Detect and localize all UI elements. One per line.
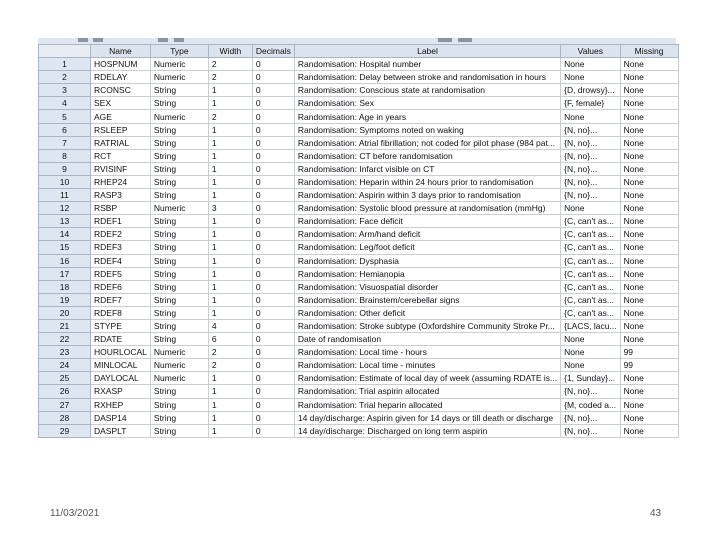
cell-type[interactable]: String <box>150 267 208 280</box>
row-number-cell[interactable]: 15 <box>39 241 91 254</box>
cell-missing[interactable]: None <box>620 123 678 136</box>
cell-type[interactable]: String <box>150 306 208 319</box>
cell-missing[interactable]: None <box>620 58 678 71</box>
cell-type[interactable]: Numeric <box>150 71 208 84</box>
table-row[interactable] <box>39 110 679 123</box>
cell-width[interactable]: 1 <box>208 241 252 254</box>
table-row[interactable] <box>39 319 679 332</box>
table-row[interactable] <box>39 215 679 228</box>
row-number-cell[interactable]: 20 <box>39 306 91 319</box>
cell-label[interactable]: Randomisation: Arm/hand deficit <box>294 228 560 241</box>
table-row[interactable] <box>39 411 679 424</box>
cell-decimals[interactable]: 0 <box>252 267 294 280</box>
cell-decimals[interactable]: 0 <box>252 123 294 136</box>
table-row[interactable] <box>39 136 679 149</box>
cell-decimals[interactable]: 0 <box>252 241 294 254</box>
cell-name[interactable]: RSLEEP <box>91 123 151 136</box>
row-number-cell[interactable]: 21 <box>39 319 91 332</box>
toolbar-mark <box>78 38 88 42</box>
cell-label[interactable]: Randomisation: Other deficit <box>294 306 560 319</box>
cell-label[interactable]: Randomisation: Delay between stroke and randomisation in hours <box>294 71 560 84</box>
cell-label[interactable]: Randomisation: Conscious state at randomisation <box>294 84 560 97</box>
cell-label[interactable]: Randomisation: Systolic blood pressure at randomisation (mmHg) <box>294 202 560 215</box>
cell-type[interactable]: String <box>150 333 208 346</box>
row-number-cell[interactable]: 7 <box>39 136 91 149</box>
table-row[interactable] <box>39 189 679 202</box>
cell-decimals[interactable]: 0 <box>252 398 294 411</box>
cell-width[interactable]: 1 <box>208 149 252 162</box>
cell-name[interactable]: RVISINF <box>91 162 151 175</box>
cell-name[interactable]: RDEF1 <box>91 215 151 228</box>
cell-label[interactable]: Randomisation: Visuospatial disorder <box>294 280 560 293</box>
cell-width[interactable]: 1 <box>208 215 252 228</box>
table-row[interactable] <box>39 123 679 136</box>
cell-decimals[interactable]: 0 <box>252 149 294 162</box>
toolbar-mark <box>174 38 184 42</box>
cell-label[interactable]: Randomisation: Trial aspirin allocated <box>294 385 560 398</box>
cell-type[interactable]: String <box>150 280 208 293</box>
cell-values[interactable]: {M, coded a... <box>561 398 620 411</box>
cell-name[interactable]: AGE <box>91 110 151 123</box>
table-row[interactable] <box>39 162 679 175</box>
table-row[interactable] <box>39 241 679 254</box>
cell-width[interactable]: 2 <box>208 110 252 123</box>
row-number-cell[interactable]: 1 <box>39 58 91 71</box>
cell-missing[interactable]: None <box>620 71 678 84</box>
cell-missing[interactable]: None <box>620 280 678 293</box>
cell-missing[interactable]: None <box>620 411 678 424</box>
cell-name[interactable]: RDEF3 <box>91 241 151 254</box>
cell-width[interactable]: 1 <box>208 280 252 293</box>
table-row[interactable] <box>39 385 679 398</box>
cell-decimals[interactable]: 0 <box>252 346 294 359</box>
cell-label[interactable]: Randomisation: Aspirin within 3 days prior to randomisation <box>294 189 560 202</box>
table-row[interactable] <box>39 293 679 306</box>
cell-missing[interactable]: None <box>620 136 678 149</box>
cell-width[interactable]: 2 <box>208 359 252 372</box>
cell-width[interactable]: 1 <box>208 123 252 136</box>
row-number-cell[interactable]: 2 <box>39 71 91 84</box>
table-row[interactable] <box>39 84 679 97</box>
cell-decimals[interactable]: 0 <box>252 359 294 372</box>
row-number-cell[interactable]: 23 <box>39 346 91 359</box>
cell-name[interactable]: DASPLT <box>91 424 151 437</box>
toolbar-mark <box>458 38 472 42</box>
cell-type[interactable]: String <box>150 293 208 306</box>
row-number-cell[interactable]: 14 <box>39 228 91 241</box>
cell-values[interactable]: {N, no}... <box>561 162 620 175</box>
cell-width[interactable]: 1 <box>208 372 252 385</box>
table-row[interactable] <box>39 71 679 84</box>
cell-width[interactable]: 6 <box>208 333 252 346</box>
cell-label[interactable]: 14 day/discharge: Aspirin given for 14 days or till death or discharge <box>294 411 560 424</box>
cell-width[interactable]: 1 <box>208 411 252 424</box>
cell-missing[interactable]: None <box>620 319 678 332</box>
row-number-cell[interactable]: 12 <box>39 202 91 215</box>
cell-values[interactable]: {C, can't as... <box>561 228 620 241</box>
cell-values[interactable]: {C, can't as... <box>561 267 620 280</box>
cell-width[interactable]: 1 <box>208 254 252 267</box>
cell-name[interactable]: RDEF5 <box>91 267 151 280</box>
cell-width[interactable]: 1 <box>208 97 252 110</box>
cell-values[interactable]: {N, no}... <box>561 123 620 136</box>
row-number-cell[interactable]: 3 <box>39 84 91 97</box>
cell-width[interactable]: 1 <box>208 189 252 202</box>
cell-values[interactable]: {N, no}... <box>561 175 620 188</box>
row-number-cell[interactable]: 26 <box>39 385 91 398</box>
cell-decimals[interactable]: 0 <box>252 110 294 123</box>
cell-width[interactable]: 2 <box>208 71 252 84</box>
cell-decimals[interactable]: 0 <box>252 71 294 84</box>
cell-missing[interactable]: None <box>620 110 678 123</box>
cell-type[interactable]: String <box>150 189 208 202</box>
table-row[interactable] <box>39 149 679 162</box>
cell-missing[interactable]: None <box>620 189 678 202</box>
cell-decimals[interactable]: 0 <box>252 97 294 110</box>
cell-decimals[interactable]: 0 <box>252 215 294 228</box>
cell-width[interactable]: 1 <box>208 424 252 437</box>
cell-name[interactable]: RDEF8 <box>91 306 151 319</box>
table-row[interactable] <box>39 424 679 437</box>
cell-type[interactable]: Numeric <box>150 202 208 215</box>
cell-name[interactable]: HOURLOCAL <box>91 346 151 359</box>
cell-values[interactable]: None <box>561 110 620 123</box>
cell-values[interactable]: {C, can't as... <box>561 241 620 254</box>
cell-label[interactable]: Date of randomisation <box>294 333 560 346</box>
cell-values[interactable]: {C, can't as... <box>561 280 620 293</box>
toolbar-mark <box>158 38 168 42</box>
table-row[interactable] <box>39 306 679 319</box>
cell-values[interactable]: {N, no}... <box>561 385 620 398</box>
cell-values[interactable]: None <box>561 359 620 372</box>
toolbar-mark <box>438 38 452 42</box>
page-number: 43 <box>650 508 662 519</box>
cell-type[interactable]: String <box>150 136 208 149</box>
cell-label[interactable]: Randomisation: Symptoms noted on waking <box>294 123 560 136</box>
cell-width[interactable]: 4 <box>208 319 252 332</box>
cell-type[interactable]: String <box>150 84 208 97</box>
row-number-cell[interactable]: 25 <box>39 372 91 385</box>
cell-values[interactable]: {N, no}... <box>561 149 620 162</box>
table-row[interactable] <box>39 333 679 346</box>
cell-decimals[interactable]: 0 <box>252 175 294 188</box>
cell-decimals[interactable]: 0 <box>252 136 294 149</box>
cell-values[interactable]: {C, can't as... <box>561 254 620 267</box>
table-row[interactable] <box>39 359 679 372</box>
cell-decimals[interactable]: 0 <box>252 280 294 293</box>
table-row[interactable] <box>39 97 679 110</box>
table-row[interactable] <box>39 346 679 359</box>
cell-values[interactable]: {F, female} <box>561 97 620 110</box>
cell-label[interactable]: Randomisation: Infarct visible on CT <box>294 162 560 175</box>
cell-label[interactable]: Randomisation: Brainstem/cerebellar signs <box>294 293 560 306</box>
row-number-cell[interactable]: 17 <box>39 267 91 280</box>
cell-decimals[interactable]: 0 <box>252 254 294 267</box>
cell-decimals[interactable]: 0 <box>252 372 294 385</box>
cell-type[interactable]: String <box>150 385 208 398</box>
cell-width[interactable]: 2 <box>208 58 252 71</box>
table-row[interactable] <box>39 202 679 215</box>
cell-decimals[interactable]: 0 <box>252 162 294 175</box>
row-number-cell[interactable]: 22 <box>39 333 91 346</box>
cell-values[interactable]: None <box>561 346 620 359</box>
cell-label[interactable]: Randomisation: Hospital number <box>294 58 560 71</box>
table-row[interactable] <box>39 175 679 188</box>
column-header-type[interactable]: Type <box>150 45 208 58</box>
cell-name[interactable]: RASP3 <box>91 189 151 202</box>
cell-label[interactable]: Randomisation: Dysphasia <box>294 254 560 267</box>
footer-date: 11/03/2021 <box>50 508 100 519</box>
cell-name[interactable]: HOSPNUM <box>91 58 151 71</box>
cell-label[interactable]: Randomisation: Heparin within 24 hours prior to randomisation <box>294 175 560 188</box>
cell-label[interactable]: Randomisation: Leg/foot deficit <box>294 241 560 254</box>
cell-values[interactable]: {C, can't as... <box>561 293 620 306</box>
cell-values[interactable]: None <box>561 71 620 84</box>
cell-type[interactable]: String <box>150 319 208 332</box>
cell-width[interactable]: 1 <box>208 84 252 97</box>
cell-values[interactable]: {N, no}... <box>561 424 620 437</box>
cell-label[interactable]: Randomisation: Age in years <box>294 110 560 123</box>
cell-type[interactable]: Numeric <box>150 58 208 71</box>
cell-values[interactable]: {C, can't as... <box>561 306 620 319</box>
header-row <box>39 45 679 58</box>
cell-type[interactable]: String <box>150 149 208 162</box>
row-number-cell[interactable]: 11 <box>39 189 91 202</box>
cell-missing[interactable]: None <box>620 306 678 319</box>
cell-missing[interactable]: None <box>620 267 678 280</box>
cell-type[interactable]: String <box>150 215 208 228</box>
cell-name[interactable]: RSBP <box>91 202 151 215</box>
cell-type[interactable]: String <box>150 398 208 411</box>
row-number-cell[interactable]: 19 <box>39 293 91 306</box>
cell-values[interactable]: {D, drowsy}... <box>561 84 620 97</box>
cell-decimals[interactable]: 0 <box>252 58 294 71</box>
row-number-cell[interactable]: 28 <box>39 411 91 424</box>
column-header-label[interactable]: Label <box>294 45 560 58</box>
cell-missing[interactable]: 99 <box>620 346 678 359</box>
row-number-cell[interactable]: 16 <box>39 254 91 267</box>
row-number-cell[interactable]: 5 <box>39 110 91 123</box>
cell-type[interactable]: String <box>150 123 208 136</box>
table-row[interactable] <box>39 228 679 241</box>
cell-name[interactable]: RATRIAL <box>91 136 151 149</box>
cell-type[interactable]: Numeric <box>150 372 208 385</box>
cell-decimals[interactable]: 0 <box>252 228 294 241</box>
variable-view-grid <box>38 44 679 438</box>
row-number-cell[interactable]: 24 <box>39 359 91 372</box>
cell-name[interactable]: SEX <box>91 97 151 110</box>
cell-missing[interactable]: None <box>620 333 678 346</box>
cell-label[interactable]: Randomisation: Atrial fibrillation; not coded for pilot phase (984 pat... <box>294 136 560 149</box>
toolbar-mark <box>93 38 103 42</box>
cell-decimals[interactable]: 0 <box>252 411 294 424</box>
cell-label[interactable]: Randomisation: Local time - hours <box>294 346 560 359</box>
cell-name[interactable]: RDEF6 <box>91 280 151 293</box>
cell-missing[interactable]: None <box>620 97 678 110</box>
cell-missing[interactable]: None <box>620 241 678 254</box>
column-header-width[interactable]: Width <box>208 45 252 58</box>
cell-width[interactable]: 1 <box>208 228 252 241</box>
cell-missing[interactable]: None <box>620 149 678 162</box>
cell-label[interactable]: Randomisation: Local time - minutes <box>294 359 560 372</box>
cell-type[interactable]: String <box>150 97 208 110</box>
cell-values[interactable]: {C, can't as... <box>561 215 620 228</box>
cell-width[interactable]: 1 <box>208 385 252 398</box>
cell-name[interactable]: RDATE <box>91 333 151 346</box>
cell-type[interactable]: String <box>150 254 208 267</box>
cell-missing[interactable]: None <box>620 385 678 398</box>
cell-type[interactable]: String <box>150 162 208 175</box>
row-number-cell[interactable]: 9 <box>39 162 91 175</box>
cell-decimals[interactable]: 0 <box>252 333 294 346</box>
column-header-name[interactable]: Name <box>91 45 151 58</box>
cell-missing[interactable]: None <box>620 175 678 188</box>
table-row[interactable] <box>39 280 679 293</box>
cell-width[interactable]: 1 <box>208 398 252 411</box>
column-header-values[interactable]: Values <box>561 45 620 58</box>
cell-name[interactable]: RDEF2 <box>91 228 151 241</box>
cell-type[interactable]: Numeric <box>150 110 208 123</box>
row-number-cell[interactable]: 27 <box>39 398 91 411</box>
cell-missing[interactable]: None <box>620 228 678 241</box>
cell-label[interactable]: Randomisation: CT before randomisation <box>294 149 560 162</box>
row-number-cell[interactable]: 10 <box>39 175 91 188</box>
cell-label[interactable]: Randomisation: Stroke subtype (Oxfordshire Community Stroke Pr... <box>294 319 560 332</box>
cell-label[interactable]: Randomisation: Estimate of local day of week (assuming RDATE is... <box>294 372 560 385</box>
cell-values[interactable]: {LACS, lacu... <box>561 319 620 332</box>
cell-values[interactable]: {N, no}... <box>561 411 620 424</box>
cell-values[interactable]: {N, no}... <box>561 136 620 149</box>
row-number-cell[interactable]: 6 <box>39 123 91 136</box>
row-number-cell[interactable]: 18 <box>39 280 91 293</box>
cell-type[interactable]: String <box>150 175 208 188</box>
cell-type[interactable]: String <box>150 228 208 241</box>
row-number-cell[interactable]: 8 <box>39 149 91 162</box>
cell-values[interactable]: None <box>561 58 620 71</box>
cell-missing[interactable]: None <box>620 84 678 97</box>
cell-name[interactable]: DASP14 <box>91 411 151 424</box>
cell-width[interactable]: 1 <box>208 306 252 319</box>
cell-name[interactable]: RCONSC <box>91 84 151 97</box>
column-header-missing[interactable]: Missing <box>620 45 678 58</box>
table-row[interactable] <box>39 372 679 385</box>
cell-values[interactable]: None <box>561 202 620 215</box>
cell-values[interactable]: None <box>561 333 620 346</box>
cell-missing[interactable]: None <box>620 372 678 385</box>
cell-width[interactable]: 1 <box>208 293 252 306</box>
cell-type[interactable]: String <box>150 411 208 424</box>
cell-values[interactable]: {N, no}... <box>561 189 620 202</box>
cell-decimals[interactable]: 0 <box>252 424 294 437</box>
row-number-cell[interactable]: 13 <box>39 215 91 228</box>
cell-width[interactable]: 1 <box>208 136 252 149</box>
cell-missing[interactable]: None <box>620 162 678 175</box>
table-row[interactable] <box>39 267 679 280</box>
cell-name[interactable]: DAYLOCAL <box>91 372 151 385</box>
cell-name[interactable]: RCT <box>91 149 151 162</box>
cell-label[interactable]: Randomisation: Hemianopia <box>294 267 560 280</box>
cell-width[interactable]: 2 <box>208 346 252 359</box>
cell-missing[interactable]: None <box>620 398 678 411</box>
cell-decimals[interactable]: 0 <box>252 319 294 332</box>
cell-decimals[interactable]: 0 <box>252 385 294 398</box>
cell-name[interactable]: RDEF7 <box>91 293 151 306</box>
cell-type[interactable]: String <box>150 424 208 437</box>
cell-label[interactable]: 14 day/discharge: Discharged on long term aspirin <box>294 424 560 437</box>
cell-missing[interactable]: None <box>620 215 678 228</box>
cell-type[interactable]: Numeric <box>150 346 208 359</box>
cell-decimals[interactable]: 0 <box>252 306 294 319</box>
cell-type[interactable]: String <box>150 241 208 254</box>
row-number-cell[interactable]: 29 <box>39 424 91 437</box>
cell-values[interactable]: {1, Sunday}... <box>561 372 620 385</box>
cell-missing[interactable]: None <box>620 424 678 437</box>
cell-decimals[interactable]: 0 <box>252 84 294 97</box>
cell-label[interactable]: Randomisation: Trial heparin allocated <box>294 398 560 411</box>
cell-label[interactable]: Randomisation: Sex <box>294 97 560 110</box>
cell-name[interactable]: RDEF4 <box>91 254 151 267</box>
cell-name[interactable]: MINLOCAL <box>91 359 151 372</box>
cell-missing[interactable]: 99 <box>620 359 678 372</box>
column-header-decimals[interactable]: Decimals <box>252 45 294 58</box>
cell-width[interactable]: 3 <box>208 202 252 215</box>
table-row[interactable] <box>39 58 679 71</box>
cell-missing[interactable]: None <box>620 202 678 215</box>
cell-label[interactable]: Randomisation: Face deficit <box>294 215 560 228</box>
cell-name[interactable]: RHEP24 <box>91 175 151 188</box>
cell-width[interactable]: 1 <box>208 175 252 188</box>
cell-name[interactable]: RXHEP <box>91 398 151 411</box>
cell-missing[interactable]: None <box>620 293 678 306</box>
cell-type[interactable]: Numeric <box>150 359 208 372</box>
table-row[interactable] <box>39 398 679 411</box>
row-number-cell[interactable]: 4 <box>39 97 91 110</box>
cell-decimals[interactable]: 0 <box>252 293 294 306</box>
cell-missing[interactable]: None <box>620 254 678 267</box>
cell-name[interactable]: RXASP <box>91 385 151 398</box>
cell-decimals[interactable]: 0 <box>252 189 294 202</box>
cell-name[interactable]: STYPE <box>91 319 151 332</box>
cell-decimals[interactable]: 0 <box>252 202 294 215</box>
corner-cell[interactable] <box>39 45 91 58</box>
table-row[interactable] <box>39 254 679 267</box>
cell-width[interactable]: 1 <box>208 162 252 175</box>
cell-width[interactable]: 1 <box>208 267 252 280</box>
cell-name[interactable]: RDELAY <box>91 71 151 84</box>
